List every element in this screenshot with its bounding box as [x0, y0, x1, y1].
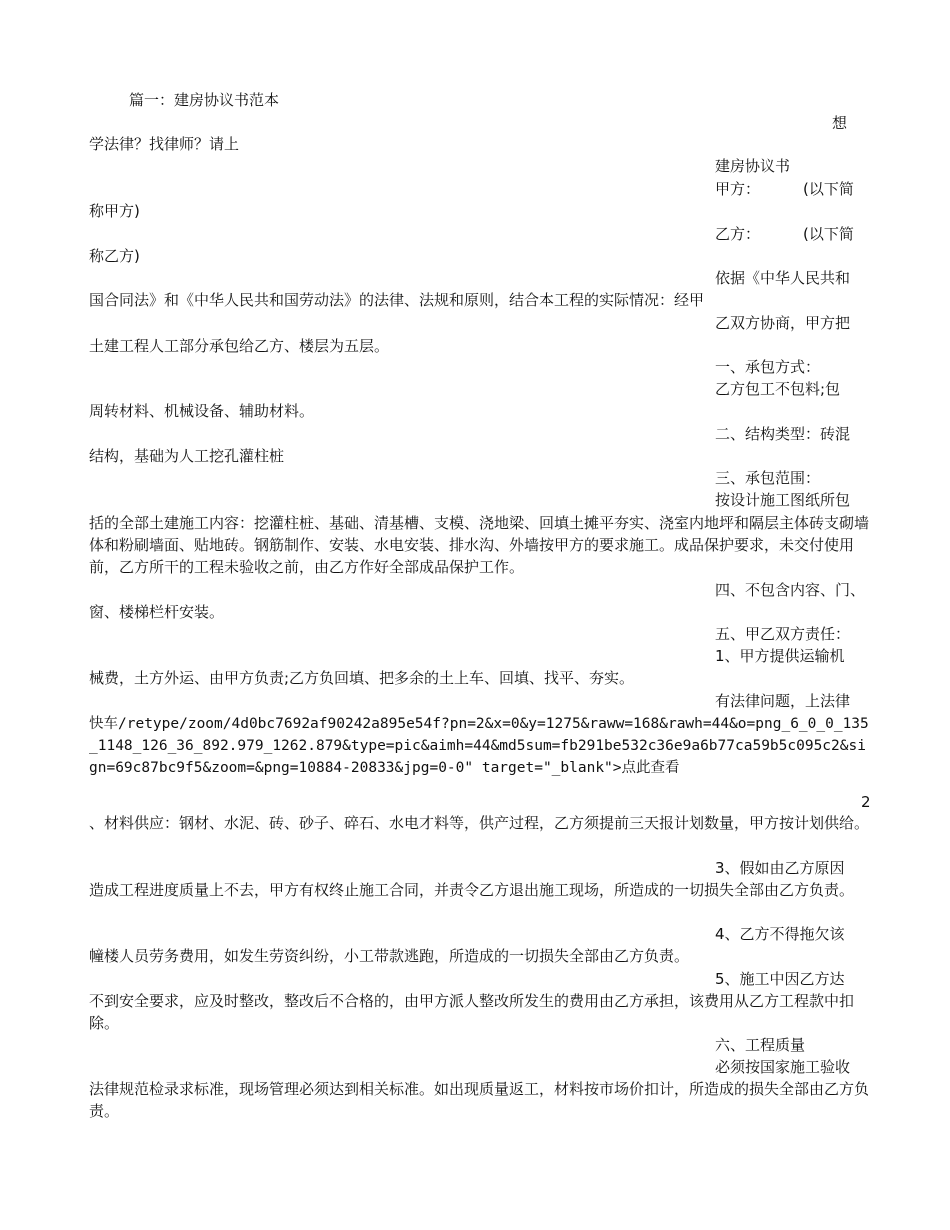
section-3-title: 三、承包范围：: [715, 469, 821, 487]
section-5-title: 五、甲乙双方责任：: [715, 625, 851, 643]
section-3-cont: 括的全部土建施工内容：挖灌柱桩、基础、清基槽、支模、浇地梁、回填土摊平夯实、浇室内地坪和隔层主体砖支砌墙体和粉刷墙面、贴地砖。钢筋制作、安装、水电安装、排水沟、外墙按甲方的要求施工。成品保护要求，未交付使用前，乙方所干的工程未验收之前，由乙方作好全部成品保护工作。: [89, 514, 870, 576]
ad-2-start: 有法律问题，上法律: [715, 692, 851, 710]
item-5-start: 5、施工中因乙方达: [715, 970, 845, 988]
item-4-start: 4、乙方不得拖欠该: [715, 925, 845, 943]
party-b-label: 乙方：: [715, 225, 761, 243]
item-3-cont: 造成工程进度质量上不去，甲方有权终止施工合同，并责令乙方退出施工现场，所造成的一切损失全部由乙方负责。: [89, 881, 855, 899]
item-3-start: 3、假如由乙方原因: [715, 859, 845, 877]
item-2-cont: 、材料供应：钢材、水泥、砖、砂子、碎石、水电才料等，供产过程，乙方须提前三天报计划数量，甲方按计划供给。: [89, 814, 870, 832]
agreement-title: 建房协议书: [715, 157, 791, 175]
ad-2-link[interactable]: 快车/retype/zoom/4d0bc7692af90242a895e54f?pn=2&x=0&y=1275&raww=168&rawh=44&o=png_6_0_0_135_1148_126_36_892.979_1262.879&type=pic&aimh=44&md5sum=fb291be532c36e9a6b77ca59b5c095c2&sign=69c87bc9f5&zoom=&png=10884-20833&jpg=0-0" target="_blank">点此查看: [89, 716, 869, 776]
section-2-start: 二、结构类型：砖混: [715, 425, 851, 443]
item-4-cont: 幢楼人员劳务费用，如发生劳资纠纷，小工带款逃跑，所造成的一切损失全部由乙方负责。: [89, 947, 690, 965]
section-3-start: 按设计施工图纸所包: [715, 491, 851, 509]
ad-line: 学法律？找律师？请上: [89, 135, 240, 153]
section-4-cont: 窗、楼梯栏杆安装。: [89, 603, 225, 621]
document-title: 篇一：建房协议书范本: [129, 91, 280, 109]
party-a-cont: 称甲方): [89, 202, 140, 220]
section-1-start: 乙方包工不包料;包: [715, 380, 841, 398]
section-6-start: 必须按国家施工验收: [715, 1058, 851, 1076]
negotiation-start: 乙双方协商，甲方把: [715, 314, 851, 332]
section-1-title: 一、承包方式：: [715, 358, 821, 376]
negotiation-cont: 土建工程人工部分承包给乙方、楼层为五层。: [89, 337, 390, 355]
basis-cont: 国合同法》和《中华人民共和国劳动法》的法律、法规和原则，结合本工程的实际情况：经甲: [89, 291, 705, 309]
party-a-suffix: (以下简: [803, 180, 854, 198]
party-b-cont: 称乙方): [89, 247, 140, 265]
party-b-suffix: (以下简: [803, 225, 854, 243]
section-6-cont: 法律规范检录求标准，现场管理必须达到相关标准。如出现质量返工，材料按市场价扣计，所造成的损失全部由乙方负责。: [89, 1080, 870, 1120]
basis-start: 依据《中华人民共和: [715, 269, 851, 287]
section-6-title: 六、工程质量: [715, 1036, 806, 1054]
item-1-start: 1、甲方提供运输机: [715, 647, 845, 665]
item-1-cont: 械费，土方外运、由甲方负责;乙方负回填、把多余的土上车、回填、找平、夯实。: [89, 669, 635, 687]
ad-prefix: 想: [832, 114, 848, 132]
section-1-cont: 周转材料、机械设备、辅助材料。: [89, 402, 315, 420]
party-a-label: 甲方：: [715, 180, 761, 198]
item-5-cont: 不到安全要求，应及时整改，整改后不合格的，由甲方派人整改所发生的费用由乙方承担，该费用从乙方工程款中扣除。: [89, 992, 855, 1032]
section-4-start: 四、不包含内容、门、: [715, 581, 866, 599]
page-number: 2: [861, 793, 871, 811]
section-2-cont: 结构，基础为人工挖孔灌柱桩: [89, 447, 285, 465]
